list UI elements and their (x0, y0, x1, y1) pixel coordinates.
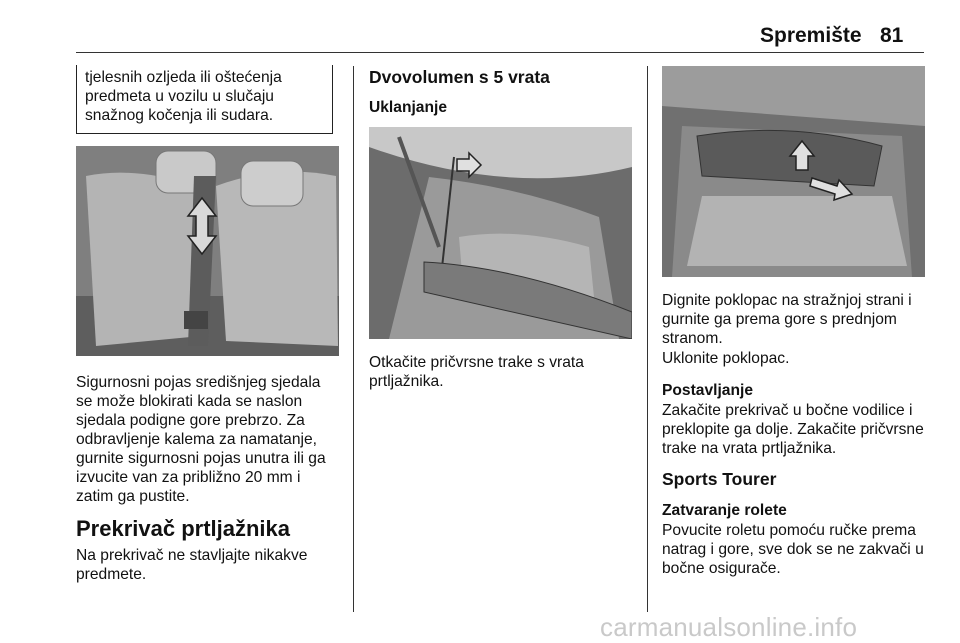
rear-seat-belt-figure (76, 146, 339, 356)
lift-cover-text: Dignite poklopac na stražnjoj strani i gurnite ga prema gore s prednjom stranom. (662, 292, 912, 347)
removal-step-text: Otkačite pričvrsne trake s vrata prtljažnika. (369, 354, 584, 390)
section-heading-cover: Prekrivač prtljažnika (76, 516, 291, 541)
section-heading-sports-tourer: Sports Tourer (662, 469, 777, 489)
column-divider-1 (353, 66, 354, 612)
subheading-installation: Postavljanje (662, 382, 754, 399)
warning-box (76, 65, 333, 134)
page-header-title: Spremište (760, 24, 862, 47)
subheading-closing-roller: Zatvaranje rolete (662, 502, 787, 519)
watermark: carmanualsonline.info (600, 612, 858, 642)
column-divider-2 (647, 66, 648, 612)
cover-warning-text: Na prekrivač ne stavljajte nikakve predmete. (76, 547, 308, 583)
warning-text: tjelesnih ozljeda ili oštećenja predmeta u vozilu u slučaju snažnog kočenja ili sudara. (85, 69, 282, 124)
installation-text: Zakačite prekrivač u bočne vodilice i preklopite ga dolje. Zakačite pričvrsne trake na vrata prtljažnika. (662, 402, 924, 457)
cargo-cover-figure (662, 66, 925, 277)
subheading-removal: Uklanjanje (369, 99, 447, 116)
tailgate-strap-figure (369, 127, 632, 339)
closing-roller-text: Povucite roletu pomoću ručke prema natrag i gore, sve dok se ne zakvači u bočne osigurače. (662, 522, 924, 577)
page-number: 81 (880, 24, 904, 47)
seat-belt-description: Sigurnosni pojas središnjeg sjedala se može blokirati kada se naslon sjedala podigne gore prebrzo. Za odbravljenje kalema za namatanje, gurnite sigurnosni pojas unutra ili ga izvucite van za približno 20 mm i zatim ga pustite. (76, 374, 326, 505)
header-divider (76, 52, 924, 53)
remove-cover-text: Uklonite poklopac. (662, 350, 790, 367)
section-heading-hatchback: Dvovolumen s 5 vrata (369, 67, 550, 87)
